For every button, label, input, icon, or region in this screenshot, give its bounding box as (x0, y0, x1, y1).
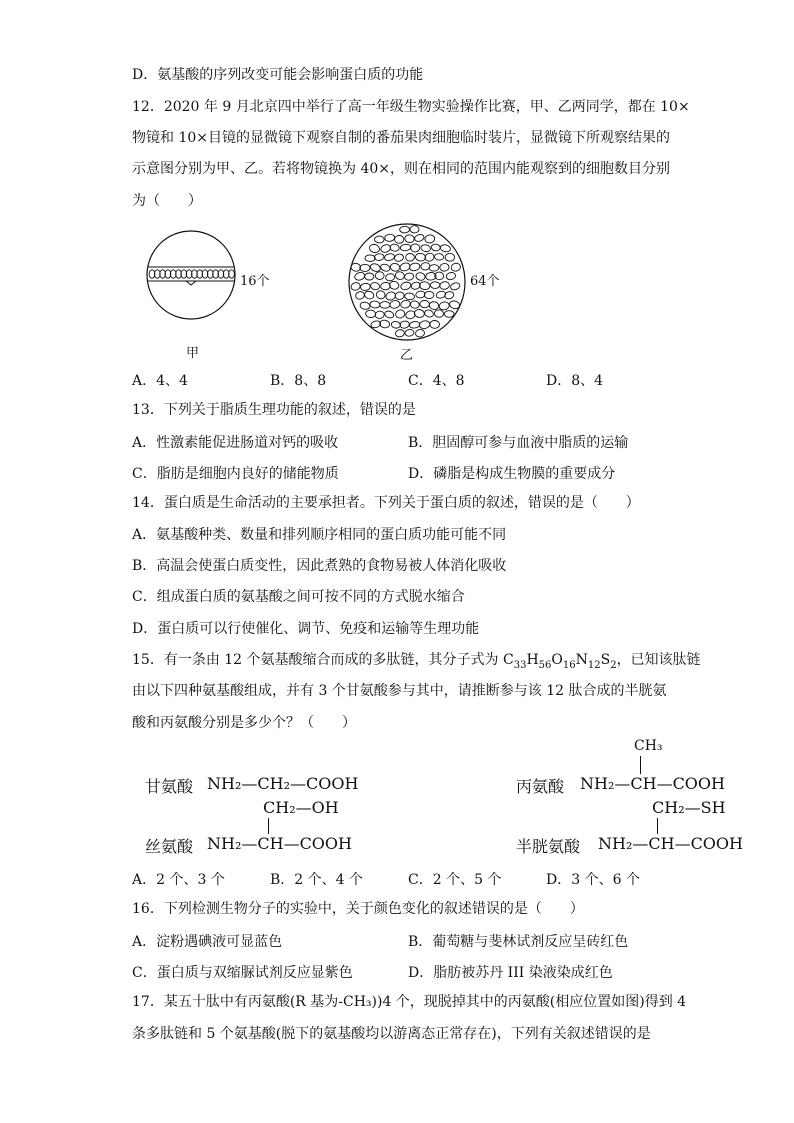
cell (360, 283, 371, 291)
cell (370, 282, 380, 291)
q13-option-d[interactable]: D．磷脂是构成生物膜的重要成分 (408, 466, 616, 482)
cell (404, 272, 414, 281)
serine-name: 丝氨酸 (145, 837, 194, 856)
cell (415, 272, 426, 282)
formula-n: N (575, 652, 588, 668)
q17-stem-line2: 条多肽链和 5 个氨基酸(脱下的氨基酸均以游离态正常存在)，下列有关叙述错误的是 (132, 1026, 651, 1042)
cell (424, 234, 435, 243)
cell (450, 262, 461, 272)
cell (439, 301, 450, 311)
q11-option-d: D．氨基酸的序列改变可能会影响蛋白质的功能 (132, 67, 424, 83)
q15-options (0, 869, 794, 889)
q12-stem-line4: 为（ ） (132, 193, 202, 209)
cell (419, 281, 430, 290)
cell (354, 271, 366, 281)
formula-s: S (600, 652, 611, 668)
cell (385, 273, 395, 282)
glycine-formula: NH₂—CH₂—COOH (207, 774, 359, 793)
q14-option-c[interactable]: C．组成蛋白质的氨基酸之间可按不同的方式脱水缩合 (132, 589, 465, 605)
q15-stem-line3: 酸和丙氨酸分别是多少个？（ ） (132, 715, 356, 731)
q15-option-c[interactable]: C．2 个、5 个 (408, 872, 502, 888)
formula-h-count: 56 (538, 659, 552, 671)
cell (399, 320, 409, 329)
q16-options-row1 (0, 931, 794, 951)
cell (404, 293, 415, 301)
cell (430, 282, 440, 289)
q12-option-d[interactable]: D．8、4 (546, 373, 604, 389)
cell (405, 329, 415, 337)
cell (420, 262, 430, 270)
cell (450, 282, 461, 291)
cell (395, 329, 405, 337)
cysteine-sidechain: CH₂—SH (652, 798, 726, 817)
q12-options (0, 370, 794, 390)
cell (365, 255, 375, 262)
q14-option-d[interactable]: D．蛋白质可以行使催化、调节、免疫和运输等生理功能 (132, 621, 480, 637)
cell (409, 262, 421, 272)
cell (391, 321, 401, 329)
formula-n-count: 12 (587, 659, 601, 671)
serine-bond (268, 818, 269, 834)
cell (350, 282, 361, 292)
cell (390, 263, 401, 272)
q12-stem-line2: 物镜和 10×目镜的显微镜下观察自制的番茄果肉细胞临时装片，显微镜下所观察结果的 (132, 130, 670, 146)
formula-o: O (551, 652, 563, 668)
cell (420, 300, 430, 308)
q15-stem-line1 (132, 651, 701, 675)
cell (439, 281, 450, 290)
cell (384, 234, 395, 242)
q16-option-c[interactable]: C．蛋白质与双缩脲试剂反应显紫色 (132, 965, 353, 981)
q12-option-c[interactable]: C．4、8 (408, 373, 465, 389)
alanine-name: 丙氨酸 (516, 777, 565, 796)
cell (420, 244, 431, 252)
cell (414, 309, 425, 318)
q15-option-b[interactable]: B．2 个、4 个 (270, 872, 364, 888)
cell (365, 310, 375, 318)
cell (374, 236, 384, 243)
cell (365, 273, 374, 280)
cell (394, 253, 405, 262)
cell (424, 291, 434, 298)
serine-sidechain: CH₂—OH (263, 798, 339, 817)
figure-jia-count: 16个 (240, 274, 270, 289)
cell (410, 226, 419, 233)
q13-option-b[interactable]: B．胆固醇可参与血液中脂质的运输 (408, 435, 629, 451)
cell (431, 244, 441, 252)
alanine-formula: NH₂—CH—COOH (580, 774, 725, 793)
cysteine-formula: NH₂—CH—COOH (598, 834, 743, 853)
cell (374, 253, 384, 261)
alanine-bond (640, 756, 641, 774)
q14-stem: 14．蛋白质是生命活动的主要承担者。下列关于蛋白质的叙述，错误的是（ ） (132, 495, 640, 511)
q14-option-b[interactable]: B．高温会使蛋白质变性，因此煮熟的食物易被人体消化吸收 (132, 558, 507, 574)
cell (380, 302, 390, 309)
cell (439, 263, 449, 272)
cell (368, 243, 380, 254)
cell (409, 321, 420, 329)
cell (410, 300, 420, 308)
cell (360, 302, 371, 311)
alanine-sidechain: CH₃ (634, 738, 663, 754)
cell (440, 244, 451, 253)
q13-options-row1 (0, 432, 794, 452)
cell (395, 309, 405, 318)
q12-stem-line1: 12．2020 年 9 月北京四中举行了高一年级生物实验操作比赛，甲、乙两同学，都在 10× (132, 99, 690, 115)
q16-option-b[interactable]: B．葡萄糖与斐林试剂反应呈砖红色 (408, 934, 629, 950)
q13-options-row2 (0, 463, 794, 483)
q12-option-b[interactable]: B．8、8 (270, 373, 327, 389)
cell (445, 253, 455, 261)
cell (415, 291, 425, 299)
q15-stem-line2: 由以下四种氨基酸组成，并有 3 个甘氨酸参与其中，请推断参与该 12 肽合成的半胱氨 (132, 683, 667, 699)
cell (389, 300, 400, 310)
formula-h: H (526, 652, 539, 668)
figure-yi (345, 220, 469, 344)
cell (400, 244, 411, 251)
cell (419, 320, 431, 330)
q17-stem-line1: 17．某五十肽中有丙氨酸(R 基为-CH₃))4 个，现脱掉其中的丙氨酸(相应位置如图)得到 4 (132, 994, 687, 1010)
q14-option-a[interactable]: A．氨基酸种类、数量和排列顺序相同的蛋白质功能可能不同 (132, 527, 507, 543)
cell (411, 244, 420, 252)
cell (414, 233, 425, 242)
cell (445, 272, 456, 281)
cell (395, 271, 406, 281)
cell (400, 299, 411, 309)
q16-stem: 16．下列检测生物分子的实验中，关于颜色变化的叙述错误的是（ ） (132, 901, 584, 917)
cell (424, 309, 435, 318)
cell (375, 311, 385, 319)
q12-option-a[interactable]: A．4、4 (132, 373, 188, 389)
cell (395, 235, 404, 243)
cell (430, 320, 440, 328)
cell (384, 253, 395, 262)
cell (364, 290, 375, 300)
q15-stem-text-b: ，已知该肽链 (616, 652, 701, 668)
cell (405, 253, 414, 261)
q15-option-a[interactable]: A．2 个、3 个 (132, 872, 225, 888)
q12-stem-line3: 示意图分别为甲、乙。若将物镜换为 40×，则在相同的范围内能观察到的细胞数目分别 (132, 161, 670, 177)
cysteine-bond (657, 818, 658, 834)
serine-formula: NH₂—CH—COOH (207, 834, 352, 853)
q16-options-row2 (0, 962, 794, 982)
cell (429, 301, 440, 310)
cell (380, 263, 391, 272)
cell (429, 264, 439, 271)
cell (369, 262, 381, 272)
cell (390, 244, 400, 252)
figure-jia-label: 甲 (186, 346, 200, 361)
cell (360, 264, 370, 271)
cell (400, 226, 410, 233)
q15-option-d[interactable]: D．3 个、6 个 (546, 872, 640, 888)
q13-option-c[interactable]: C．脂肪是细胞内良好的储能物质 (132, 466, 339, 482)
cell (375, 290, 386, 300)
cell (444, 311, 454, 318)
cell (375, 272, 384, 280)
cell (370, 301, 381, 309)
cell (434, 309, 444, 317)
cell (415, 253, 426, 262)
figure-jia (140, 224, 250, 336)
formula-o-count: 16 (562, 659, 576, 671)
cell (404, 234, 414, 243)
cell (434, 253, 444, 260)
q16-option-d[interactable]: D．脂肪被苏丹 III 染液染成红色 (408, 965, 613, 981)
figure-yi-label: 乙 (400, 348, 414, 363)
cell (380, 282, 390, 290)
cell (415, 329, 425, 338)
q16-option-a[interactable]: A．淀粉遇碘液可显蓝色 (132, 934, 283, 950)
cell (384, 310, 395, 319)
glycine-name: 甘氨酸 (145, 777, 194, 796)
q13-option-a[interactable]: A．性激素能促进肠道对钙的吸收 (132, 435, 339, 451)
cell (395, 292, 405, 300)
cell (400, 281, 412, 291)
q15-stem-text-a: 15．有一条由 12 个氨基酸缩合而成的多肽链，其分子式为 C (132, 652, 514, 668)
cysteine-name: 半胱氨酸 (516, 837, 581, 856)
q13-stem: 13．下列关于脂质生理功能的叙述，错误的是 (132, 402, 416, 418)
formula-c-count: 33 (513, 659, 527, 671)
formula-s-count: 2 (610, 659, 617, 671)
figure-yi-count: 64个 (470, 274, 500, 289)
cell (355, 291, 365, 301)
